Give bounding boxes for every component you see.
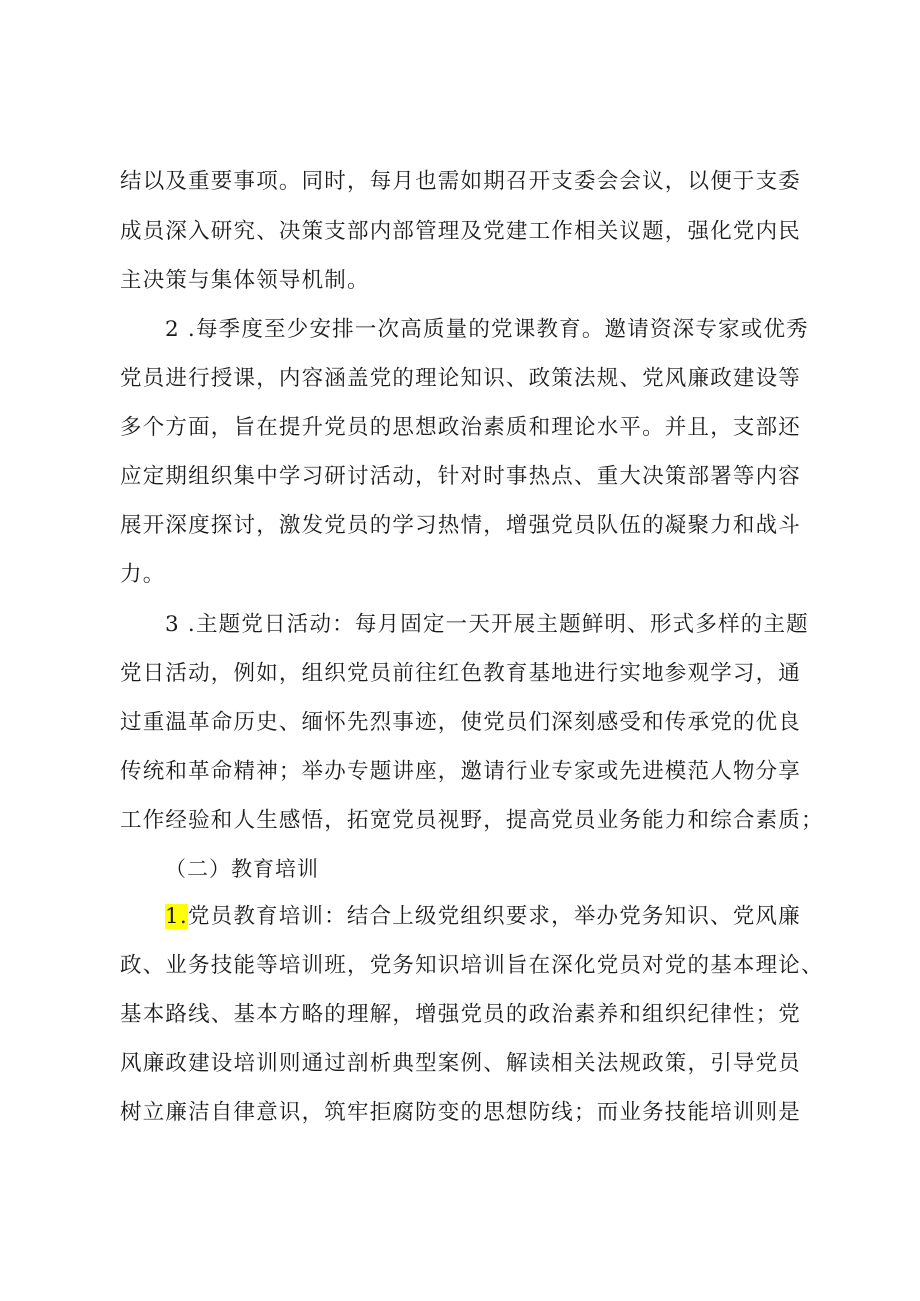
- text-line: 成员深入研究、决策支部内部管理及党建工作相关议题，强化党内民: [120, 219, 802, 244]
- text-line: 基本路线、基本方略的理解，增强党员的政治素养和组织纪律性；党: [120, 1002, 802, 1027]
- text-line: 多个方面，旨在提升党员的思想政治素质和理论水平。并且，支部还: [120, 415, 802, 440]
- text-line: 2 .每季度至少安排一次高质量的党课教育。邀请资深专家或优秀: [165, 317, 809, 342]
- text-line: 力。: [120, 562, 166, 587]
- text-line: 传统和革命精神；举办专题讲座，邀请行业专家或先进模范人物分享: [120, 759, 802, 784]
- text-line: 工作经验和人生感悟，拓宽党员视野，提高党员业务能力和综合素质；: [120, 808, 824, 833]
- text-line: 过重温革命历史、缅怀先烈事迹，使党员们深刻感受和传承党的优良: [120, 710, 802, 735]
- text-line: 展开深度探讨，激发党员的学习热情，增强党员队伍的凝聚力和战斗: [120, 513, 802, 538]
- text-line-first: 1.党员教育培训：结合上级党组织要求，举办党务知识、党风廉: [165, 904, 801, 929]
- text-line: 党员进行授课，内容涵盖党的理论知识、政策法规、党风廉政建设等: [120, 366, 802, 391]
- text-line: 3 .主题党日活动：每月固定一天开展主题鲜明、形式多样的主题: [165, 612, 809, 637]
- text-line: 党日活动，例如，组织党员前往红色教育基地进行实地参观学习，通: [120, 661, 802, 686]
- text-line: 树立廉洁自律意识，筑牢拒腐防变的思想防线；而业务技能培训则是: [120, 1100, 802, 1125]
- highlighted-number: 1.: [165, 904, 188, 929]
- section-heading: （二）教育培训: [165, 857, 319, 881]
- text-line: 应定期组织集中学习研讨活动，针对时事热点、重大决策部署等内容: [120, 464, 802, 489]
- text-line: 结以及重要事项。同时，每月也需如期召开支委会会议，以便于支委: [120, 169, 802, 194]
- text-line: 风廉政建设培训则通过剖析典型案例、解读相关法规政策，引导党员: [120, 1051, 802, 1076]
- text-line: [0, 895, 920, 939]
- text-line: 主决策与集体领导机制。: [120, 268, 370, 293]
- text-line: 政、业务技能等培训班，党务知识培训旨在深化党员对党的基本理论、: [120, 953, 824, 978]
